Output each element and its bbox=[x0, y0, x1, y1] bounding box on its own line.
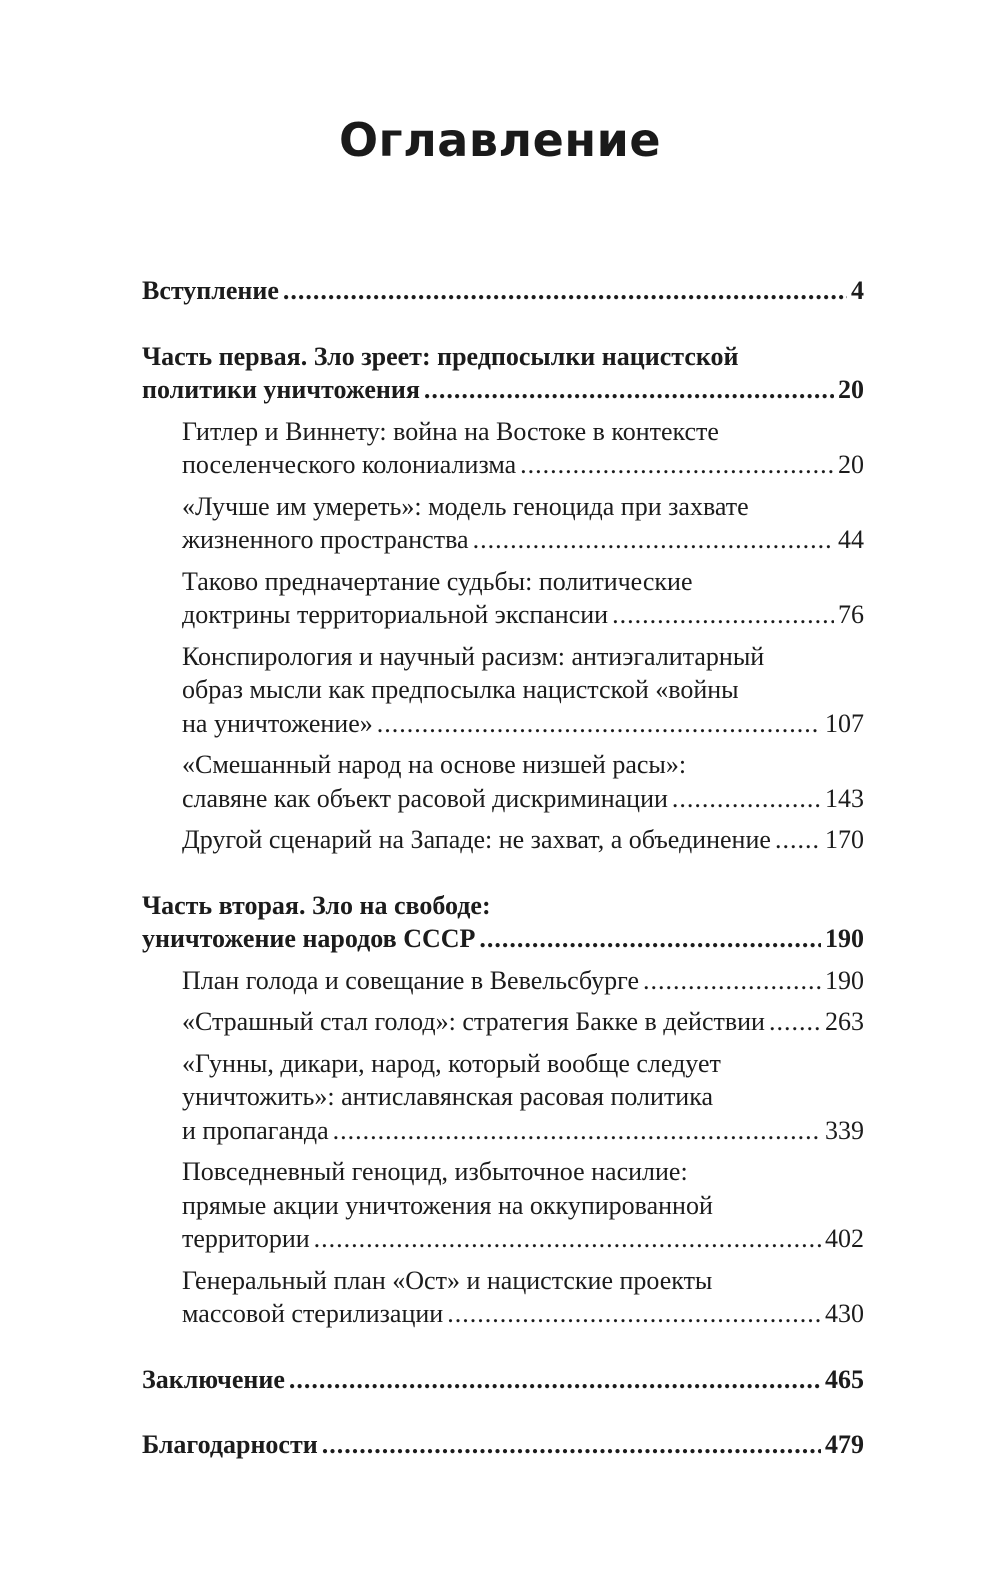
toc-entry-title-line: «Лучше им умереть»: модель геноцида при захвате bbox=[182, 491, 749, 521]
toc-entry-title-line: Часть вторая. Зло на свободе: bbox=[142, 890, 491, 920]
dot-leader bbox=[289, 1363, 821, 1397]
toc-entry-title: План голода и совещание в Вевельсбурге bbox=[182, 965, 640, 995]
toc-entry-title: доктрины территориальной экспансии bbox=[182, 600, 609, 629]
toc-entry-part-two[interactable] bbox=[142, 889, 864, 956]
toc-page-number: 44 bbox=[838, 525, 864, 554]
toc-page-number: 263 bbox=[825, 1007, 864, 1036]
toc-entry-title-line: Повседневный геноцид, избыточное насилие: bbox=[182, 1157, 688, 1186]
toc-page-number: 402 bbox=[825, 1224, 864, 1253]
toc-entry-chapter-5[interactable] bbox=[182, 748, 864, 815]
toc-entry-chapter-10[interactable] bbox=[182, 1155, 864, 1256]
toc-entry-title-line: Часть первая. Зло зреет: предпосылки нацистской bbox=[142, 341, 739, 371]
toc-entry-intro[interactable] bbox=[142, 274, 864, 308]
table-of-contents bbox=[142, 274, 864, 1462]
toc-entry-chapter-8[interactable] bbox=[182, 1005, 864, 1039]
toc-entry-chapter-3[interactable] bbox=[182, 565, 864, 632]
toc-page-number: 479 bbox=[825, 1430, 864, 1459]
toc-entry-title: Вступление bbox=[142, 276, 279, 305]
toc-entry-title: на уничтожение» bbox=[182, 708, 373, 738]
toc-entry-title: территории bbox=[182, 1224, 310, 1253]
toc-page-number: 430 bbox=[825, 1299, 864, 1328]
dot-leader bbox=[322, 1428, 821, 1462]
toc-entry-title-line: Генеральный план «Ост» и нацистские проекты bbox=[182, 1265, 713, 1295]
toc-entry-title-line: прямые акции уничтожения на оккупированной bbox=[182, 1190, 713, 1220]
toc-entry-title: Заключение bbox=[142, 1364, 285, 1394]
dot-leader bbox=[333, 1114, 821, 1148]
dot-leader bbox=[775, 823, 821, 857]
dot-leader bbox=[473, 523, 834, 557]
toc-entry-chapter-9[interactable] bbox=[182, 1047, 864, 1148]
dot-leader bbox=[479, 922, 821, 956]
dot-leader bbox=[447, 1297, 821, 1331]
toc-entry-title: славяне как объект расовой дискриминации bbox=[182, 783, 668, 813]
dot-leader bbox=[643, 964, 821, 998]
toc-page-number: 170 bbox=[825, 825, 864, 854]
toc-page-number: 76 bbox=[838, 600, 864, 629]
dot-leader bbox=[612, 598, 834, 632]
dot-leader bbox=[769, 1005, 821, 1039]
toc-entry-chapter-6[interactable] bbox=[182, 823, 864, 857]
toc-entry-title-line: Гитлер и Виннету: война на Востоке в контексте bbox=[182, 416, 719, 446]
toc-entry-title: жизненного пространства bbox=[182, 525, 469, 554]
page-title: Оглавление bbox=[338, 113, 662, 167]
dot-leader bbox=[314, 1222, 821, 1256]
toc-entry-title-line: Таково предначертание судьбы: политические bbox=[182, 566, 693, 596]
dot-leader bbox=[283, 274, 847, 308]
toc-entry-title: массовой стерилизации bbox=[182, 1299, 444, 1328]
toc-entry-title: поселенческого колониализма bbox=[182, 450, 517, 479]
toc-page-number: 339 bbox=[825, 1115, 864, 1145]
dot-leader bbox=[377, 707, 821, 741]
toc-entry-title: и пропаганда bbox=[182, 1115, 329, 1145]
toc-page-number: 4 bbox=[851, 276, 864, 305]
toc-page-number: 107 bbox=[825, 708, 864, 738]
toc-entry-acknowledgements[interactable] bbox=[142, 1428, 864, 1462]
dot-leader bbox=[520, 448, 834, 482]
toc-entry-chapter-7[interactable] bbox=[182, 964, 864, 998]
toc-entry-title-line: «Смешанный народ на основе низшей расы»: bbox=[182, 750, 687, 779]
toc-entry-chapter-11[interactable] bbox=[182, 1264, 864, 1331]
toc-entry-part-one[interactable] bbox=[142, 340, 864, 407]
toc-entry-title: Другой сценарий на Западе: не захват, а объединение bbox=[182, 825, 771, 854]
toc-entry-title-line: уничтожить»: антиславянская расовая политика bbox=[182, 1082, 713, 1111]
toc-entry-title: политики уничтожения bbox=[142, 375, 420, 404]
toc-page-number: 190 bbox=[825, 924, 864, 953]
dot-leader bbox=[672, 782, 821, 816]
toc-entry-title-line: образ мысли как предпосылка нацистской «войны bbox=[182, 675, 739, 704]
toc-entry-chapter-1[interactable] bbox=[182, 415, 864, 482]
toc-entry-chapter-2[interactable] bbox=[182, 490, 864, 557]
dot-leader bbox=[424, 373, 834, 407]
toc-entry-chapter-4[interactable] bbox=[182, 640, 864, 741]
toc-entry-title: уничтожение народов СССР bbox=[142, 924, 476, 953]
toc-entry-title-line: Конспирология и научный расизм: антиэгалитарный bbox=[182, 641, 765, 671]
toc-entry-conclusion[interactable] bbox=[142, 1363, 864, 1397]
toc-entry-title-line: «Гунны, дикари, народ, который вообще следует bbox=[182, 1048, 721, 1078]
toc-page-number: 20 bbox=[838, 375, 864, 404]
toc-entry-title: Благодарности bbox=[142, 1430, 318, 1459]
toc-entry-title: «Страшный стал голод»: стратегия Бакке в действии bbox=[182, 1007, 765, 1036]
toc-page-number: 190 bbox=[825, 965, 864, 995]
toc-page-number: 143 bbox=[825, 783, 864, 813]
toc-page-number: 465 bbox=[825, 1364, 864, 1394]
toc-page-number: 20 bbox=[838, 450, 864, 479]
